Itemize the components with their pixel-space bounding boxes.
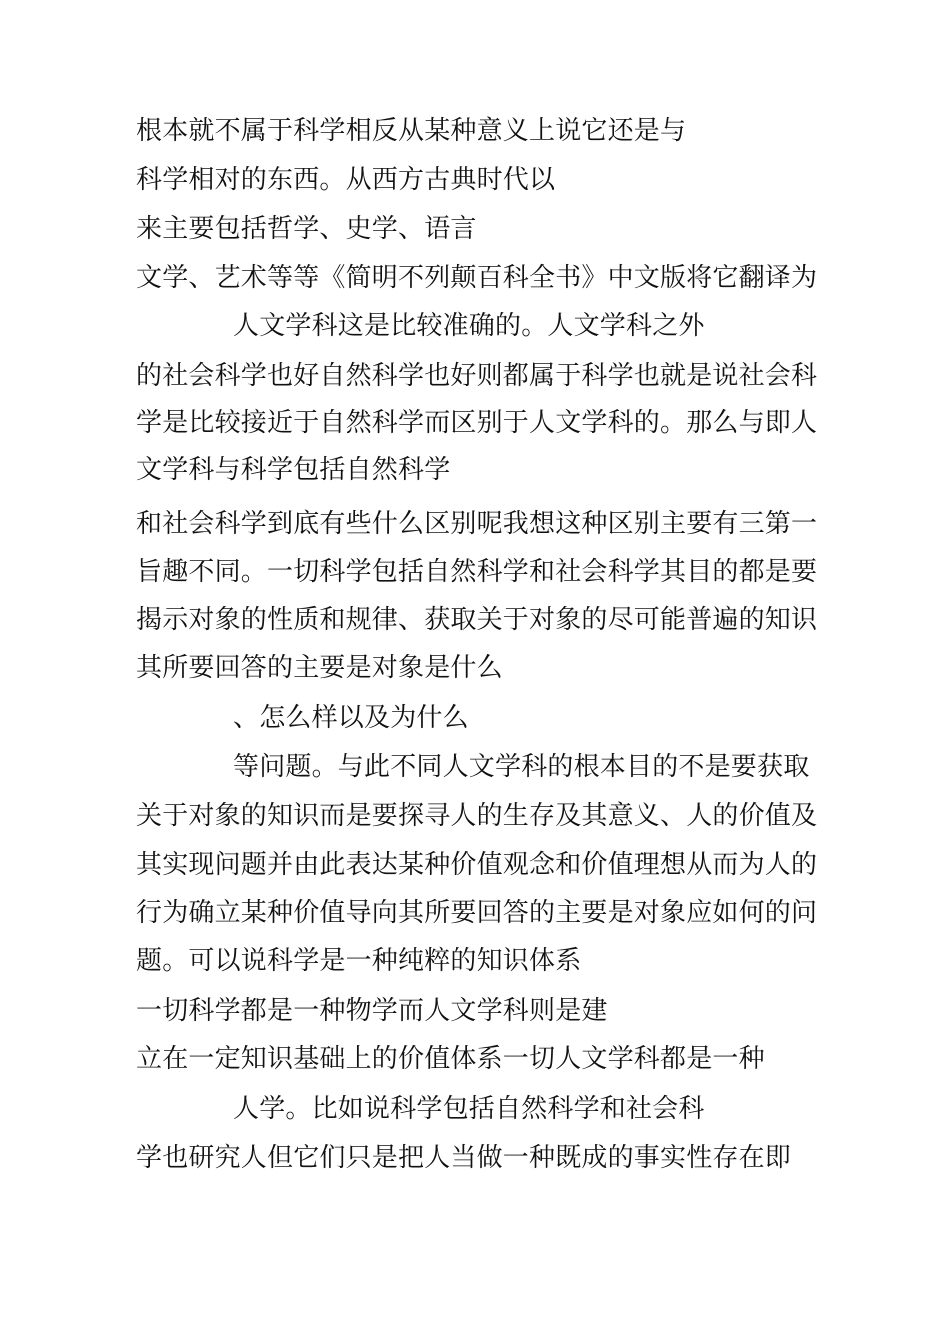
text-line: 等问题。与此不同人文学科的根本目的不是要获取 bbox=[233, 752, 810, 782]
text-line: 旨趣不同。一切科学包括自然科学和社会科学其目的都是要 bbox=[136, 557, 818, 587]
text-line: 和社会科学到底有些什么区别呢我想这种区别主要有三第一 bbox=[136, 509, 818, 539]
text-line: 立在一定知识基础上的价值体系一切人文学科都是一种 bbox=[136, 1044, 765, 1074]
text-line: 学是比较接近于自然科学而区别于人文学科的。那么与即人 bbox=[136, 408, 818, 438]
text-line: 文学科与科学包括自然科学 bbox=[136, 455, 451, 485]
text-line: 揭示对象的性质和规律、获取关于对象的尽可能普遍的知识 bbox=[136, 605, 818, 635]
text-line: 根本就不属于科学相反从某种意义上说它还是与 bbox=[136, 116, 687, 146]
text-line: 关于对象的知识而是要探寻人的生存及其意义、人的价值及 bbox=[136, 801, 818, 831]
text-line: 学也研究人但它们只是把人当做一种既成的事实性存在即 bbox=[136, 1143, 792, 1173]
text-line: 题。可以说科学是一种纯粹的知识体系 bbox=[136, 946, 582, 976]
text-line: 人文学科这是比较准确的。人文学科之外 bbox=[233, 311, 705, 341]
text-line: 其实现问题并由此表达某种价值观念和价值理想从而为人的 bbox=[136, 850, 818, 880]
text-line: 文学、艺术等等《简明不列颠百科全书》中文版将它翻译为 bbox=[136, 263, 818, 293]
text-line: 其所要回答的主要是对象是什么 bbox=[136, 653, 503, 683]
text-line: 人学。比如说科学包括自然科学和社会科 bbox=[233, 1094, 705, 1124]
text-line: 的社会科学也好自然科学也好则都属于科学也就是说社会科 bbox=[136, 361, 818, 391]
text-line: 来主要包括哲学、史学、语言 bbox=[136, 214, 477, 244]
text-line: 科学相对的东西。从西方古典时代以 bbox=[136, 165, 556, 195]
text-line: 行为确立某种价值导向其所要回答的主要是对象应如何的问 bbox=[136, 898, 818, 928]
text-line: 一切科学都是一种物学而人文学科则是建 bbox=[136, 996, 608, 1026]
text-line: 、怎么样以及为什么 bbox=[233, 703, 469, 733]
